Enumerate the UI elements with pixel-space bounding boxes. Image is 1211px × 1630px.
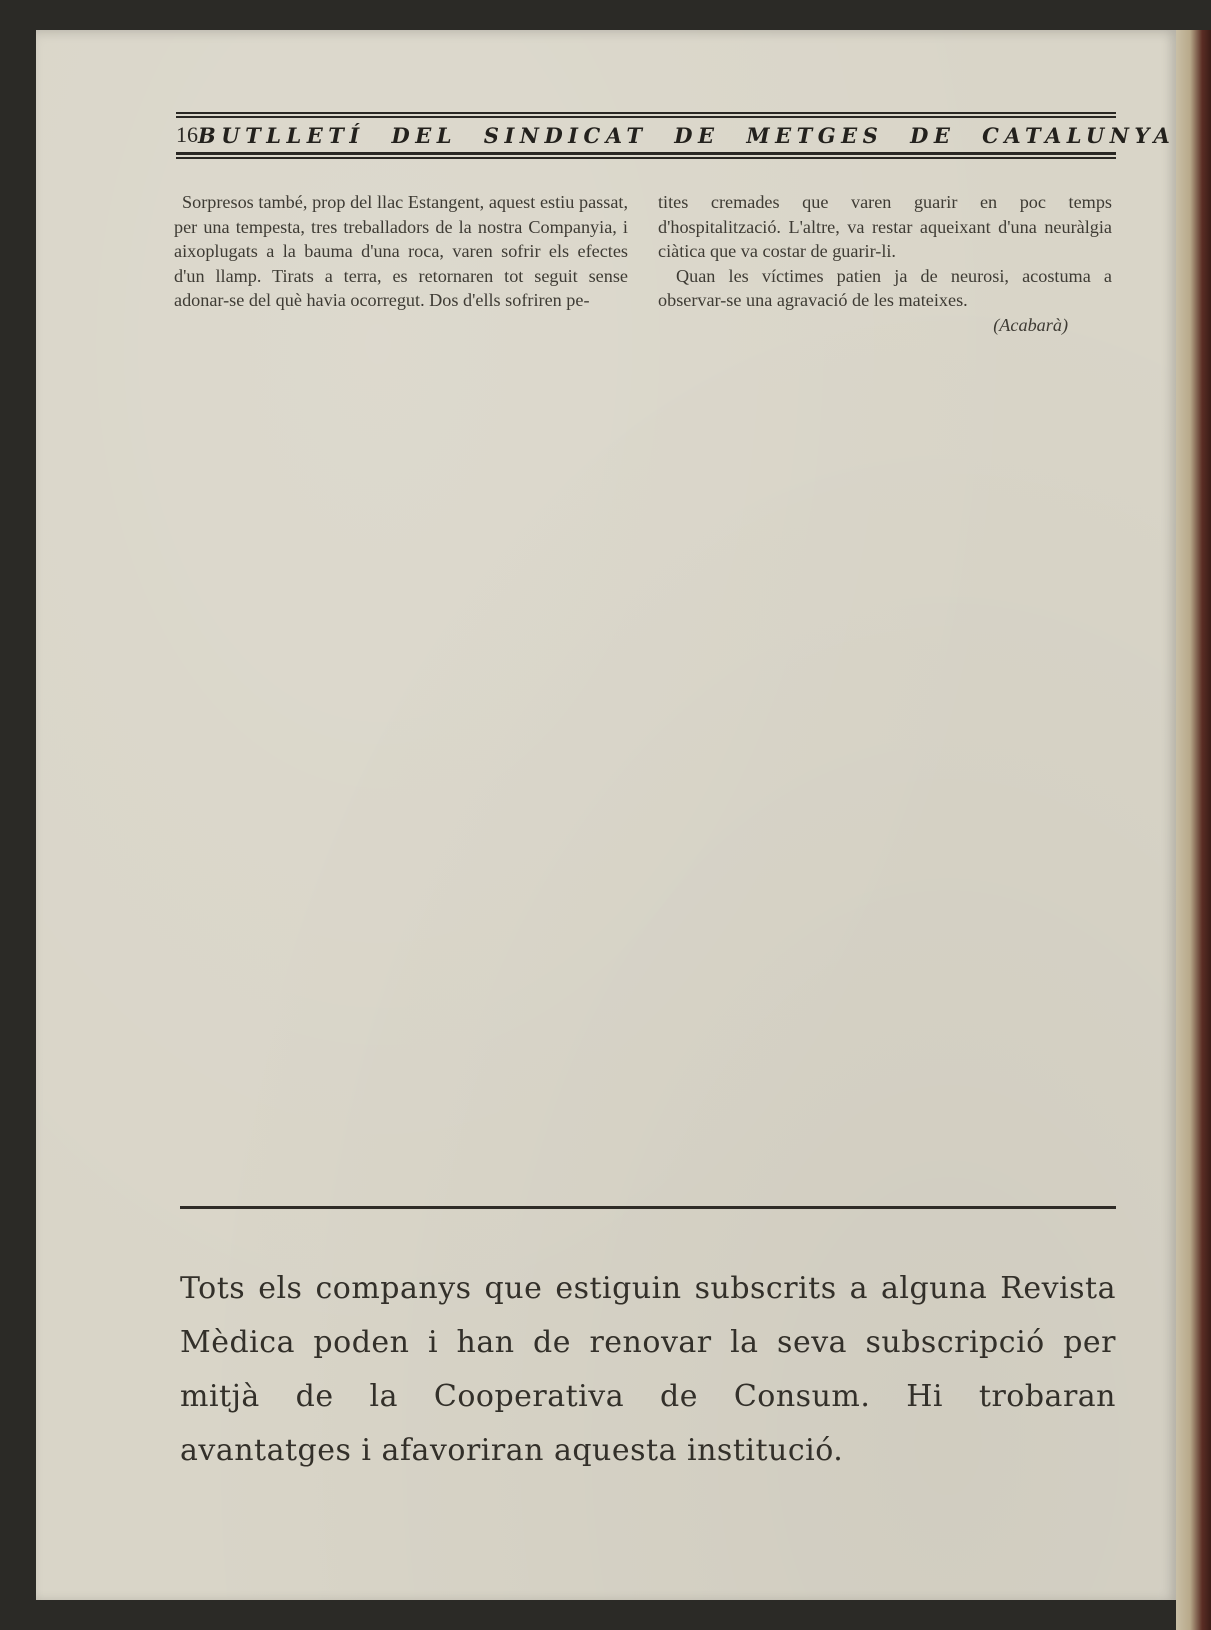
header-bottom-rule (176, 152, 1116, 155)
article-right-column (658, 190, 1112, 337)
notice-text: Tots els companys que estiguin subscrits a alguna Revista Mèdica poden i han de renovar la seva subscripció per mitjà de la Cooperativa de Consum. Hi trobaran avantatges i afavoriran aquesta institució. (180, 1271, 1116, 1468)
header-top-rule-inner (176, 116, 1116, 118)
page-number: 16 (176, 122, 198, 147)
book-edge (1176, 30, 1211, 1630)
subscription-notice (180, 1262, 1116, 1478)
article-paragraph: Quan les víctimes patien ja de neurosi, acostuma a observar-se una agravació de les mateixes. (658, 265, 1112, 310)
section-divider (180, 1206, 1116, 1209)
running-head (176, 120, 1176, 150)
header-bottom-rule-inner (176, 157, 1116, 159)
header-top-rule (176, 112, 1116, 114)
article-signoff: (Acabarà) (993, 314, 1068, 335)
article-paragraph: Sorpresos també, prop del llac Estangent, aquest estiu passat, per una tempesta, tres treballadors de la nostra Companyia, i aixoplugats a la bauma d'una roca, varen sofrir els efectes d'un llamp. Tirats a terra, es retornaren tot seguit sense adonar-se del què havia ocorregut. Dos d'ells sofriren pe- (174, 192, 628, 310)
article-left-column (174, 190, 628, 313)
article-paragraph-continued: tites cremades que varen guarir en poc temps d'hospitalització. L'altre, va restar aqueixant d'una neuràlgia ciàtica que va costar de guarir-li. (658, 192, 1112, 261)
running-header (176, 112, 1176, 160)
article-columns (174, 190, 1118, 360)
journal-title: BUTLLETÍ DEL SINDICAT DE METGES DE CATALUNYA (198, 122, 1176, 148)
